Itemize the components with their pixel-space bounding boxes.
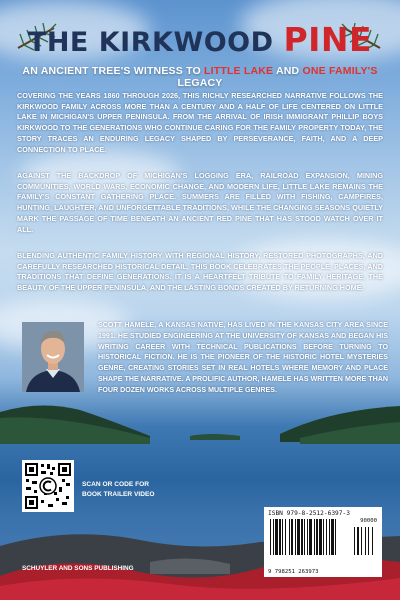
barcode-bar (295, 519, 296, 555)
subtitle (0, 65, 400, 89)
book-title (0, 20, 400, 59)
barcode-bar (335, 519, 336, 555)
barcode-addon-bar (372, 527, 373, 555)
barcode-addon-bar (361, 527, 362, 555)
qr-caption-line-1: SCAN OR CODE FOR (82, 481, 150, 488)
barcode-bar (297, 519, 300, 555)
barcode-bar (282, 519, 283, 555)
barcode-bar (279, 519, 281, 555)
barcode-bar (301, 519, 303, 555)
barcode-bar (314, 519, 315, 555)
barcode-bar (275, 519, 278, 555)
barcode-bar (331, 519, 334, 555)
barcode-bar (273, 519, 274, 555)
title-accent: PINE (283, 20, 373, 59)
barcode-bar (285, 519, 286, 555)
qr-code[interactable] (22, 460, 74, 512)
qr-code-icon (24, 462, 72, 510)
barcode-bar (289, 519, 290, 555)
barcode-bar (309, 519, 312, 555)
barcode-bar (270, 519, 271, 555)
qr-caption-line-2: BOOK TRAILER VIDEO (82, 491, 155, 498)
subtitle-part1: AN ANCIENT TREE'S WITNESS TO (22, 65, 204, 77)
publisher-name: SCHUYLER AND SONS PUBLISHING (22, 565, 134, 572)
barcode-addon-bar (354, 527, 355, 555)
barcode-bar (316, 519, 318, 555)
qr-caption (82, 480, 192, 500)
author-portrait (22, 322, 84, 392)
description-paragraph-3: BLENDING AUTHENTIC FAMILY HISTORY WITH REGIONAL HISTORY, RESTORED PHOTOGRAPHS, AND CAREFULLY RESEARCHED HISTORICAL DETAIL, THIS BOOK CELEBRATES THE PEOPLE, PLACES, AND TRADITIONS THAT DEFINE GENERATIONS. IT IS A HEARTFELT TRIBUTE TO FAMILY HERITAGE, THE BEAUTY OF THE UPPER PENINSULA, AND THE LASTING BONDS CREATED BY RETURNING HOME. (17, 251, 383, 293)
barcode-bar (291, 519, 293, 555)
barcode-bar (307, 519, 308, 555)
barcode-bar (329, 519, 330, 555)
isbn-barcode (264, 507, 382, 577)
lake-shoreline (0, 392, 400, 452)
author-bio: SCOTT HAMELE, A KANSAS NATIVE, HAS LIVED IN THE KANSAS CITY AREA SINCE 1991. HE STUDIED ENGINEERING AT THE UNIVERSITY OF KANSAS AND BEGAN HIS WRITING CAREER WITH TECHNICAL PUBLICATIONS BEFORE TURNING TO HISTORICAL FICTION. HE IS THE PIONEER OF THE HISTORIC HOTEL MYSTERIES GENRE, CREATING STORIES SET IN REAL HOTELS WHERE MEMORY AND PLACE SHAPE THE NARRATIVE. A PROLIFIC AUTHOR, HAMELE HAS WRITTEN MORE THAN FOUR DOZEN WORKS ACROSS MULTIPLE GENRES. (98, 321, 388, 394)
description-paragraph-1: COVERING THE YEARS 1860 THROUGH 2026, THIS RICHLY RESEARCHED NARRATIVE FOLLOWS THE KIRKWOOD FAMILY ACROSS MORE THAN A CENTURY AND A HALF OF LIFE CENTERED ON LITTLE LAKE IN MICHIGAN'S UPPER PENINSULA. FROM THE ARRIVAL OF IRISH IMMIGRANT PHILLIP BOYS KIRKWOOD TO THE GENERATIONS WHO CONTINUE CARING FOR THE FAMILY PROPERTY TODAY, THE STORY TRACES AN ENDURING LEGACY SHAPED BY PERSEVERANCE, FAITH, AND A DEEP CONNECTION TO PLACE. (17, 91, 383, 154)
subtitle-accent2: ONE FAMILY'S (302, 65, 378, 77)
barcode-bar (319, 519, 322, 555)
barcode-addon-bar (357, 527, 359, 555)
barcode-bar (304, 519, 305, 555)
title-main: THE KIRKWOOD (27, 27, 284, 58)
barcode-number: 9 798251 263973 (268, 569, 319, 575)
price-code: 90000 (360, 518, 377, 524)
isbn-text: ISBN 979-8-2512-6397-3 (268, 510, 350, 517)
subtitle-part3: LEGACY (177, 77, 223, 89)
subtitle-accent1: LITTLE LAKE (203, 65, 274, 77)
barcode-bar (323, 519, 324, 555)
author-portrait-drawing (22, 322, 84, 392)
barcode-bar (326, 519, 327, 555)
subtitle-part2: AND (273, 65, 303, 77)
barcode-addon-bar (365, 527, 366, 555)
barcode-addon-bar (368, 527, 369, 555)
description-paragraph-2: AGAINST THE BACKDROP OF MICHIGAN'S LOGGING ERA, RAILROAD EXPANSION, MINING COMMUNITIES, WORLD WARS, ECONOMIC CHANGE, AND MODERN LIFE, LITTLE LAKE REMAINS THE FAMILY'S CONSTANT GATHERING PLACE. SUMMERS ARE FILLED WITH FISHING, CAMPFIRES, HUNTING, LAUGHTER, AND UNFORGETTABLE TRADITIONS, WHILE THE CHANGING SEASONS QUIETLY MARK THE PASSAGE OF TIME BENEATH AN ANCIENT RED PINE THAT HAS STOOD WATCH OVER IT ALL. (17, 171, 383, 234)
